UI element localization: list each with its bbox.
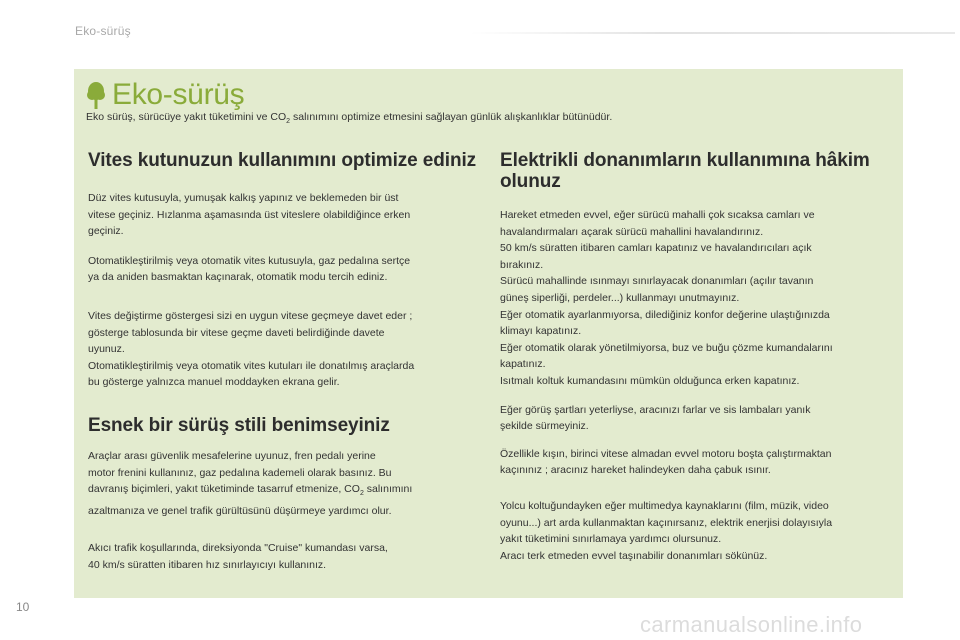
electrical-paragraph-2: Eğer görüş şartları yeterliyse, aracınızı farlar ve sis lambaları yanık şekilde sürmeyiniz.	[500, 403, 811, 433]
header-rule	[470, 32, 955, 34]
section-title: Eko-sürüş	[112, 78, 245, 111]
driving-style-p1-suffix: salınımını azaltmanıza ve genel trafik gürültüsünü düşürmeye yardımcı olur.	[88, 483, 413, 517]
page-number: 10	[16, 600, 30, 614]
right-column	[500, 150, 895, 564]
intro-text	[86, 111, 886, 125]
driving-style-p1-prefix: Araçlar arası güvenlik mesafelerine uyunuz, fren pedalı yerine motor frenini kullanınız, gaz pedalına kademeli olarak basınız. Bu davranış biçimleri, yakıt tüketiminde tasarruf etmenize, CO	[88, 449, 392, 496]
watermark: carmanualsonline.info	[640, 612, 863, 637]
driving-style-paragraph-1	[88, 448, 478, 519]
electrical-heading: Elektrikli donanımların kullanımına hâkim olunuz	[500, 150, 870, 192]
electrical-paragraph-4: Yolcu koltuğundayken eğer multimedya kaynaklarını (film, müzik, video oyunu...) art arda kullanmaktan kaçınırsanız, elektrik enerjisi dolayısıyla yakıt tüketimini sınırlamaya yardımcı olursunuz. Aracı terk etmeden evvel taşınabilir donanımları sökünüz.	[500, 499, 833, 562]
electrical-paragraph-1: Hareket etmeden evvel, eğer sürücü mahalli çok sıcaksa camları ve havalandırmaları açarak sürücü mahallini havalandırınız. 50 km/s süratten itibaren camları kapatınız ve havalandırıcıları açık bırakınız. Sürücü mahallinde ısınmayı sınırlayacak donanımları (açılır tavanın güneş siperliği, perdeler...) kullanmayı unutmayınız. Eğer otomatik ayarlanmıyorsa, dilediğiniz konfor değerine ulaştığınızda klimayı kapatınız. Eğer otomatik olarak yönetilmiyorsa, buz ve buğu çözme kumandalarını kapatınız. Isıtmalı koltuk kumandasını mümkün olduğunca erken kapatınız.	[500, 209, 833, 387]
gearbox-heading: Vites kutunuzun kullanımını optimize ediniz	[88, 150, 477, 171]
tree-icon	[86, 82, 106, 110]
electrical-paragraph-3: Özellikle kışın, birinci vitese almadan evvel motoru boşta çalıştırmaktan kaçınınız ; aracınız hareket halindeyken daha çabuk ısınır.	[500, 447, 832, 477]
running-header: Eko-sürüş	[75, 24, 131, 38]
section-title-row	[86, 78, 244, 112]
intro-suffix: salınımını optimize etmesini sağlayan günlük alışkanlıklar bütünüdür.	[290, 111, 613, 123]
driving-style-paragraph-2: Akıcı trafik koşullarında, direksiyonda "Cruise" kumandası varsa, 40 km/s süratten itibaren hız sınırlayıcıyı kullanınız.	[88, 542, 388, 571]
intro-prefix: Eko sürüş, sürücüye yakıt tüketimini ve CO	[86, 111, 287, 123]
intro-subscript: 2	[286, 118, 291, 126]
driving-style-p1-subscript: 2	[359, 490, 364, 498]
left-column	[88, 150, 478, 574]
driving-style-heading: Esnek bir sürüş stili benimseyiniz	[88, 414, 390, 436]
gearbox-paragraph-1: Düz vites kutusuyla, yumuşak kalkış yapınız ve beklemeden bir üst vitese geçiniz. Hızlanma aşamasında üst viteslere olabildiğince erken geçiniz.	[88, 192, 411, 238]
gearbox-paragraph-3: Vites değiştirme göstergesi sizi en uygun vitese geçmeye davet eder ; gösterge tablosunda bir vitese geçme daveti belirdiğinde davete uyunuz. Otomatikleştirilmiş veya otomatik vites kutuları ile donatılmış araçlarda bu gösterge yalnızca manuel moddayken ekrana gelir.	[88, 309, 415, 389]
gearbox-paragraph-2: Otomatikleştirilmiş veya otomatik vites kutusuyla, gaz pedalına sertçe ya da aniden basmaktan kaçınarak, otomatik modu tercih ediniz.	[88, 254, 411, 284]
